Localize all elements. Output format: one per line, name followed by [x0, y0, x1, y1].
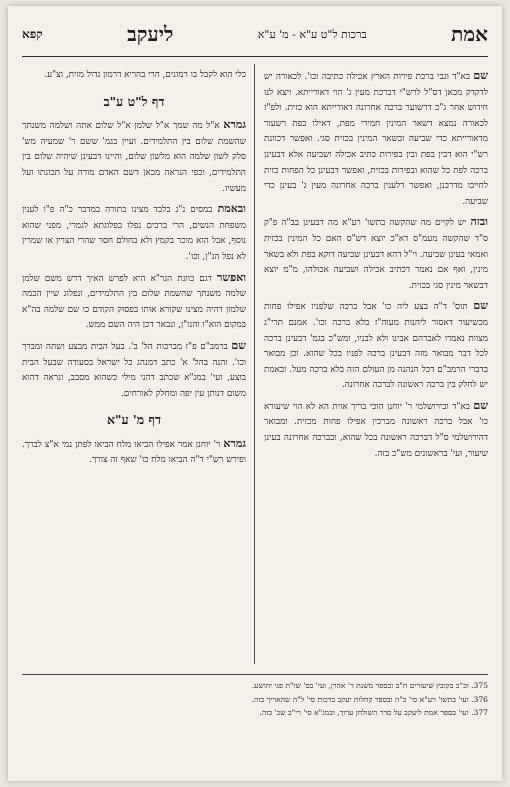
column-divider	[254, 64, 255, 664]
header-right-title: אמת	[451, 21, 488, 46]
paragraph-text: א"ל מה שמך א"ל שלמן א"ל שלום אתה ושלמה משנתך שהשמת שלום בין התלמידים. ועיין בגמ' ששם ר' שמעיה מש' סלק לשון שלמה הוא מלשון שלום, והיינו דבעינן שיהיה שלום בין התלמידים, וכפי הנראה מכאן דשם האדם מורה על תכונתו ועל מעשיו.	[22, 121, 246, 194]
header-left-title: ליעקב	[127, 21, 174, 46]
paragraph-text: בא"ד ובירושלמי ר' יוחנן הוכי בריך אזית הא לא הוי שיעורא כו' אבל ברכה ראשונה מברכין אפילו פחות מכזית. ומבואר דהירושלמי ס"ל דברכה ראשונה בכל שהוא, ובברכה אחרונה בעינן שיעור, ועי' בראשונים מש"כ בזה.	[264, 401, 488, 459]
header-rule	[22, 56, 488, 57]
paragraph	[264, 68, 488, 210]
paragraph-text: יש לקיים מה שהקשה בתשו' רע"א מה דבעינן בב"ה פ"ק ס"ד שהקשה מעמ"ס דא"כ יוצא דש"ס האם כל המינין בכזית ואמאי בעינן שביעה. וי"ל דהא דבעינן שביעה דוקא בפת ולא בשאר מינין, ואף אם נאמר דכתיב אכילה ושביעה אכולהו, מ"מ יוצא דבשאר מינין סגי בכזית.	[264, 218, 488, 291]
paragraph-text: תוס' ד"ה בצע ליה כו' אבל ברכה שלפניו אפילו פחות מכשיעור דאסור ליהנות מעוה"ז בלא ברכה וכו'. אמנם תרי"ג מצוות נאמרו לאברהם אבינו ולא לבניו, ומש"כ בגמ' דבעינן ברכה לכל דבר מבואר מזה דבעינן ברכה לפניו בכל שהוא. וכן מבואר בדברי הרמב"ם דכל הנהנה מן העולם הזה בלא ברכה מעל. ובאמת יש לחלק בין ברכה ראשונה לברכה אחרונה.	[264, 302, 488, 391]
paragraph-lead-word: ואפשר	[216, 270, 246, 284]
paragraph-text: ברמב"ם פ"ז מברכות הל' ב'. בעל הבית מבצע ושתה ומברך וכו'. והנה בהל' א' כתב דמנהג כל ישראל בסעודה שבעל הבית בוצע, ועי' במג"א שכתב דהני מילי כשהוא מסבב, ונראה דהוא משום דנותן עין יפה ומחלק לאורחים.	[22, 341, 246, 399]
paragraph	[264, 298, 488, 394]
paragraph-lead-word: שם	[231, 338, 246, 352]
paragraph	[22, 117, 246, 197]
paragraph-lead-word: שם	[473, 398, 489, 412]
section-heading: דף מ' ע"א	[106, 412, 162, 428]
paragraph	[264, 398, 488, 462]
paragraph	[22, 270, 246, 334]
section-heading: דף ל"ט ע"ב	[103, 93, 165, 109]
footnote: 377. ועי' בספר אמת ליעקב על סדר השולחן ערוך, ובמג"א סי' רי"ב שכ' בזה.	[259, 708, 488, 717]
paragraph	[22, 436, 246, 469]
header-section: ברכות ל"ט ע"א - מ' ע"א	[257, 27, 367, 41]
paragraph	[22, 338, 246, 402]
right-column	[264, 68, 488, 466]
running-header	[22, 16, 488, 52]
footnote: 376. ועי' בתשו' רע"א סי' כ"ה ובספר קהלות יעקב ברכות סי' ל"ה שהאריך בזה.	[251, 694, 488, 704]
paragraph-lead-word: ובזה	[470, 215, 488, 229]
paragraph-lead-word: גמרא	[223, 118, 246, 132]
paragraph-lead-word: שם	[473, 299, 489, 313]
paragraph-text: כלי הוא לקבל בו רמונים, הרי בהריא דרמון גדול מזית, וצ"ע.	[44, 70, 246, 80]
paragraph-text: במסים נ"ג בלבד מצינו בתורה במדבר כ"ה פ"ו לענין משפחת הנשים, הרי ברבים נפלו בפלוגתא לגמרי, מפני שהוא נוסף, אבל הוא מוכר בקמץ ולא בחולם חסר שהרי הצרין או שמרין לא נפל הנ"ן, וכו'.	[22, 205, 246, 262]
paragraph	[264, 214, 488, 294]
paragraph	[22, 68, 246, 84]
paragraph-lead-word: שם	[473, 69, 488, 82]
footnote-rule	[22, 674, 488, 675]
page-number: קפא	[22, 26, 43, 41]
left-column	[22, 68, 246, 473]
paragraph-text: ר' יוחנן אמר אפילו הביאו מלח הביאו לפתן נמי א"צ לברך. ופירש רש"י ד"ה הביאו מלח כו' שאף זה צורך.	[22, 439, 246, 466]
paragraph-text: דגם כוונת הגר"א היא לפרש האיך דרש משם שלמן שלמה משנתך שהשמת שלום בין התלמידים, ונפלוג שיין הכמה שלמון דהיה מצינו שקורא אותו בפסוק הקודם כו שם שלמה בה"א במקום הוא"ו והנו"ן, ונבאר דכן היה השם ממש.	[22, 273, 246, 331]
paragraph-text: בא"ד וגבי ברכת פירות הארץ אכילה כתיבה וכו'. לכאורה יש לדקדק מכאן דס"ל לרש"י דברכת מעין ג' הוי דאורייתא. ויצא לנו חידוש אחר ג"כ דרשוער ברכה אחרונה דאורייתא הוא כזית. ולפ"ז לכאורה נמצא דשאר המינין חמירי מפת, דאילו בפת רשעור מדאורייתא כדי שביעה ובשאר המינין בכזית סגי. ואפשר דכוונת רש"י הוא דבין בפת ובין בפירות כתיב אכילה ושביעה אלא דבעינן ברכה לפת כל שהוא ובפירות בכזית, ואפשר דבעינן כל הפחות כזית לחייבו מדרבנן, ואפשר דלענין ברכה אחרונה מעין ג' בעינן כדי שביעה.	[264, 72, 488, 207]
paragraph-lead-word: גמרא	[223, 436, 246, 450]
paragraph-lead-word: ובאמת	[217, 202, 246, 216]
paragraph	[22, 201, 246, 265]
footnotes	[22, 680, 488, 721]
book-page	[8, 6, 502, 781]
footnote: 375. וכ"כ בקובץ שיעורים ח"ב ובספר משנת ר' אהרן, ועי' בס' שו"ת פני יהושע.	[251, 681, 488, 690]
